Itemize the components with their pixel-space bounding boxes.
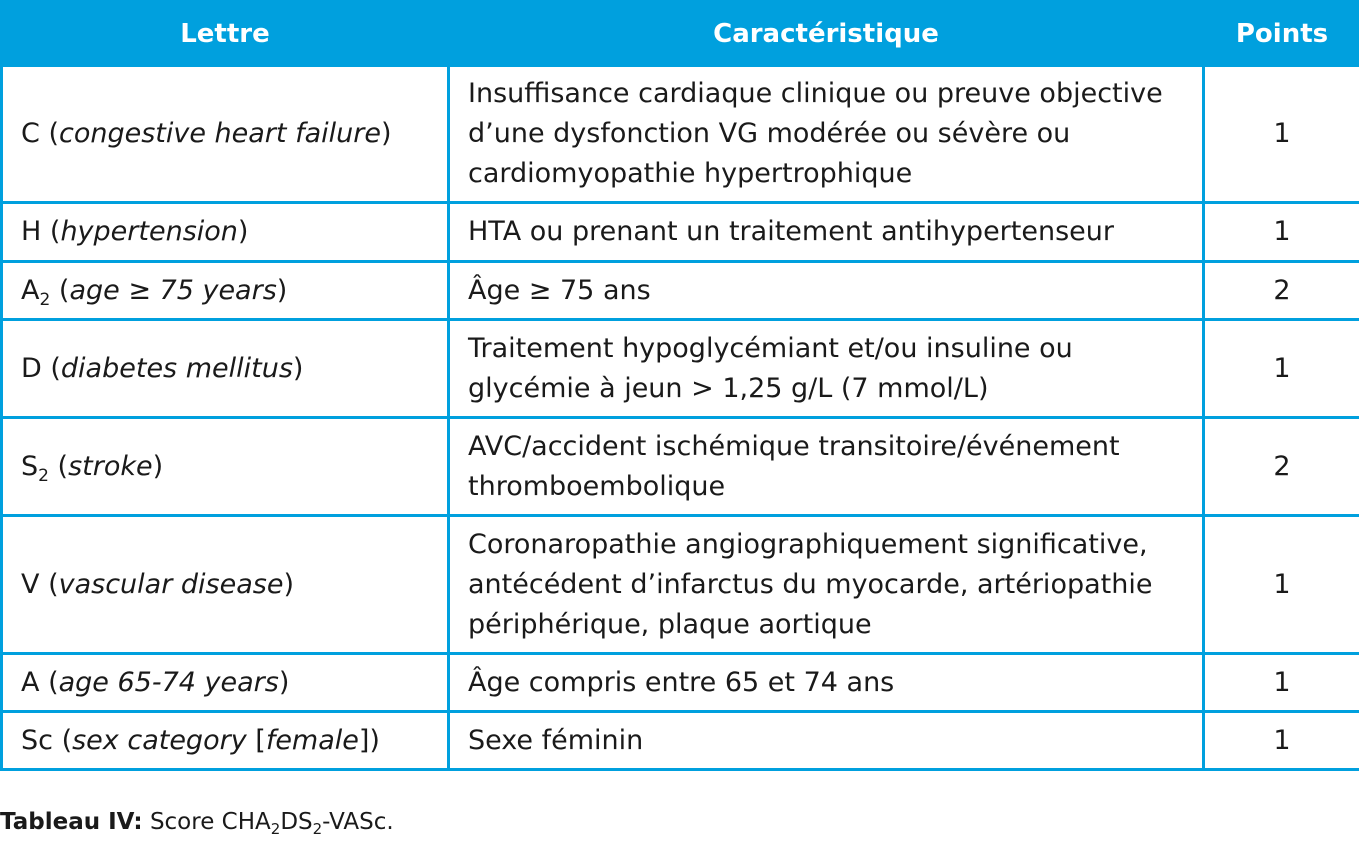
points-cell: 1 [1204,320,1359,418]
points-cell: 1 [1204,203,1359,262]
header-row [2,2,1359,66]
characteristic-cell: HTA ou prenant un traitement antihypertenseur [449,203,1204,262]
points-cell: 2 [1204,418,1359,516]
points-cell: 2 [1204,262,1359,320]
characteristic-cell: Traitement hypoglycémiant et/ou insuline ou glycémie à jeun > 1,25 g/L (7 mmol/L) [449,320,1204,418]
table-row [2,712,1359,770]
characteristic-cell: Insuffisance cardiaque clinique ou preuve objective d’une dysfonction VG modérée ou sévère ou cardiomyopathie hypertrophique [449,66,1204,203]
table-caption [0,802,394,842]
characteristic-cell: Âge compris entre 65 et 74 ans [449,654,1204,712]
letter-cell: A (age 65-74 years) [2,654,449,712]
points-cell: 1 [1204,712,1359,770]
points-cell: 1 [1204,516,1359,654]
characteristic-cell: AVC/accident ischémique transitoire/événement thromboembolique [449,418,1204,516]
letter-cell: $S_2$ (stroke) [2,418,449,516]
caption-text: Score $CHA_2DS_2$-VASc. [150,809,394,835]
points-cell: 1 [1204,66,1359,203]
table-row [2,654,1359,712]
header-characteristic: Caractéristique [449,2,1204,66]
table-row [2,320,1359,418]
characteristic-cell: Sexe féminin [449,712,1204,770]
table-row [2,203,1359,262]
table-row [2,516,1359,654]
letter-cell: $A_2$ (age ≥ 75 years) [2,262,449,320]
caption-label: Tableau IV: [0,809,143,835]
letter-cell: D (diabetes mellitus) [2,320,449,418]
characteristic-cell: Âge ≥ 75 ans [449,262,1204,320]
letter-cell: H (hypertension) [2,203,449,262]
characteristic-cell: Coronaropathie angiographiquement significative, antécédent d’infarctus du myocarde, artériopathie périphérique, plaque aortique [449,516,1204,654]
table-row [2,66,1359,203]
letter-cell: C (congestive heart failure) [2,66,449,203]
points-cell: 1 [1204,654,1359,712]
letter-cell: V (vascular disease) [2,516,449,654]
table-row [2,418,1359,516]
table-row [2,262,1359,320]
header-letter: Lettre [2,2,449,66]
letter-cell: Sc (sex category [female]) [2,712,449,770]
header-points: Points [1204,2,1359,66]
